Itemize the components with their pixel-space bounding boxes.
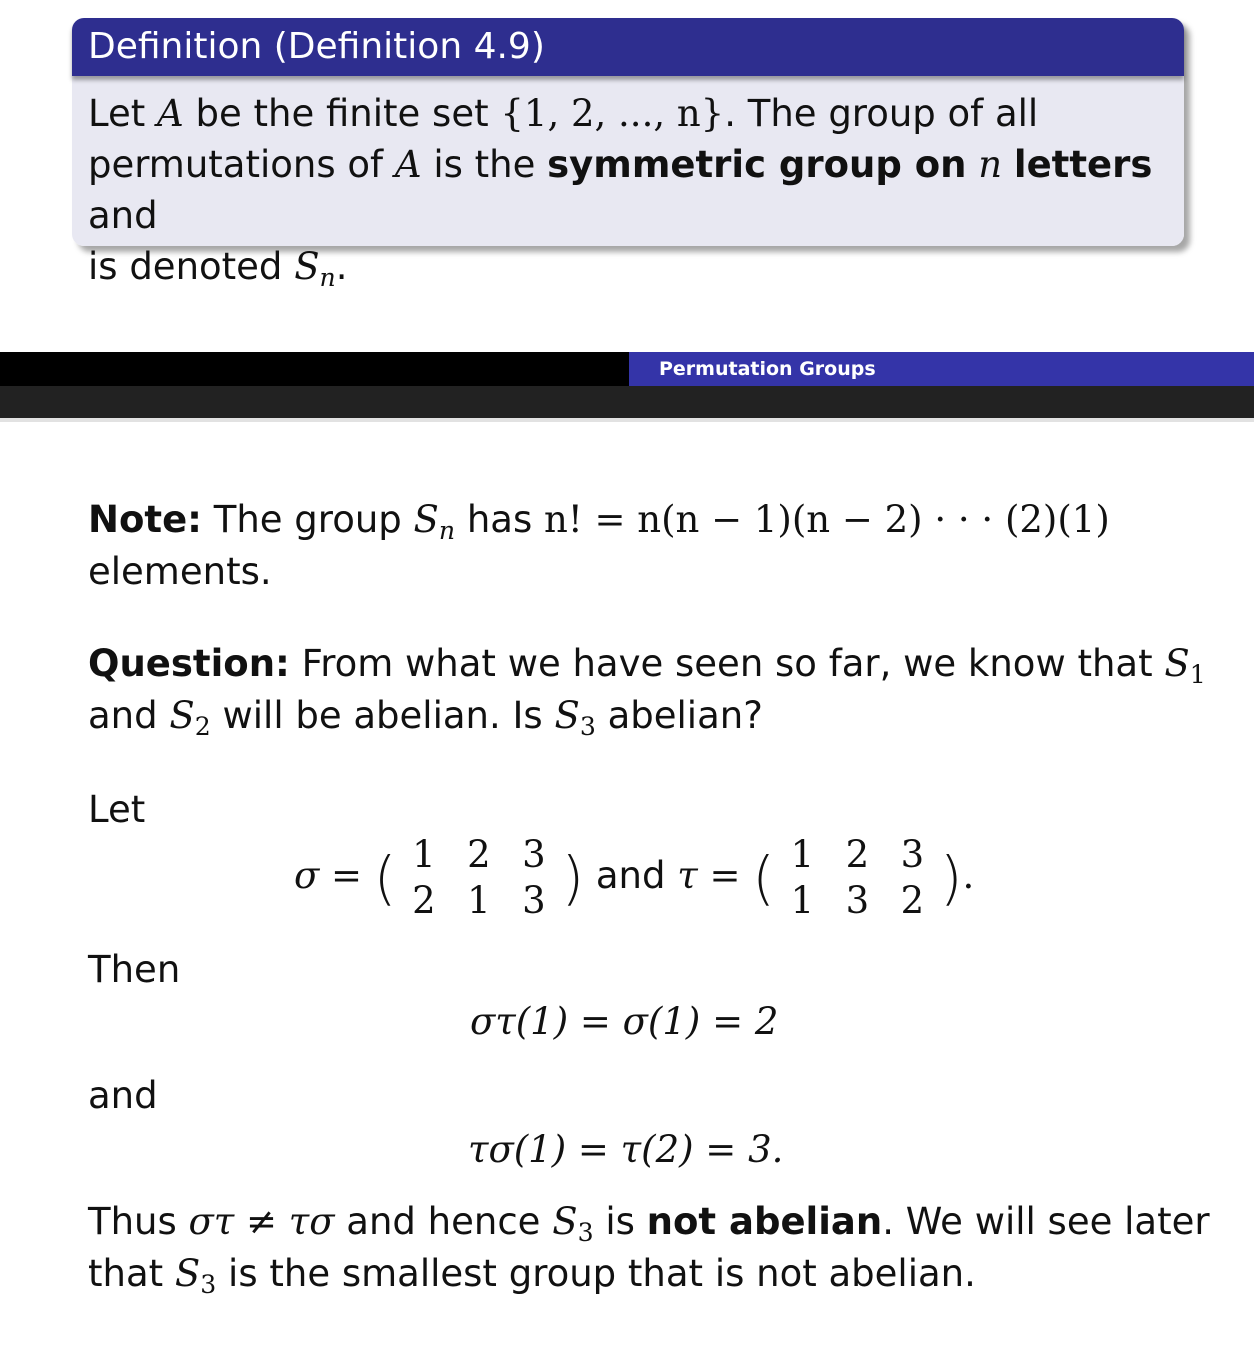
header-sub-bar (0, 386, 1254, 418)
definition-title: Definition (Definition 4.9) (72, 18, 1184, 76)
let-label: Let (88, 788, 146, 831)
definition-line-2: permutations of A is the symmetric group on n letters and (88, 143, 1153, 237)
then-label: Then (88, 948, 181, 991)
note-line-2: elements. (88, 550, 272, 593)
tau-matrix: 1 2 3 1 3 2 (790, 832, 925, 922)
section-title: Permutation Groups (629, 352, 1254, 386)
sigma-matrix: 1 2 3 2 1 3 (412, 832, 546, 922)
definition-body (72, 76, 1184, 293)
header-left-bar (0, 352, 629, 386)
sigma-label: σ = (294, 854, 363, 897)
question-line-2: and $S_2$ will be abelian. Is $S_3$ abelian? (88, 694, 763, 742)
definition-line-1: Let A be the finite set {1, 2, ..., n}. The group of all (88, 92, 1039, 135)
definition-block (72, 18, 1184, 293)
conclusion-line-1: Thus στ ≠ τσ and hence $S_3$ is not abelian. We will see later (88, 1200, 1210, 1248)
note-line-1: Note: The group $S_n$ has n! = n(n − 1)(n − 2) · · · (2)(1) (88, 498, 1110, 546)
question-line-1: Question: From what we have seen so far, we know that $S_1$ (88, 642, 1206, 690)
and-label: and (88, 1074, 158, 1117)
header-divider (0, 418, 1254, 422)
slide-header (0, 352, 1254, 386)
equation-tau-sigma: τσ(1) = τ(2) = 3. (468, 1128, 784, 1171)
definition-line-3: is denoted $S_n$. (88, 245, 348, 293)
tau-label: τ = (677, 854, 741, 897)
permutation-definitions: σ = ( 1 2 3 2 1 3 ) and τ = ( 1 2 3 1 3 2 ). (294, 832, 975, 922)
conclusion-line-2: that $S_3$ is the smallest group that is not abelian. (88, 1252, 976, 1300)
equation-sigma-tau: στ(1) = σ(1) = 2 (470, 1000, 779, 1043)
